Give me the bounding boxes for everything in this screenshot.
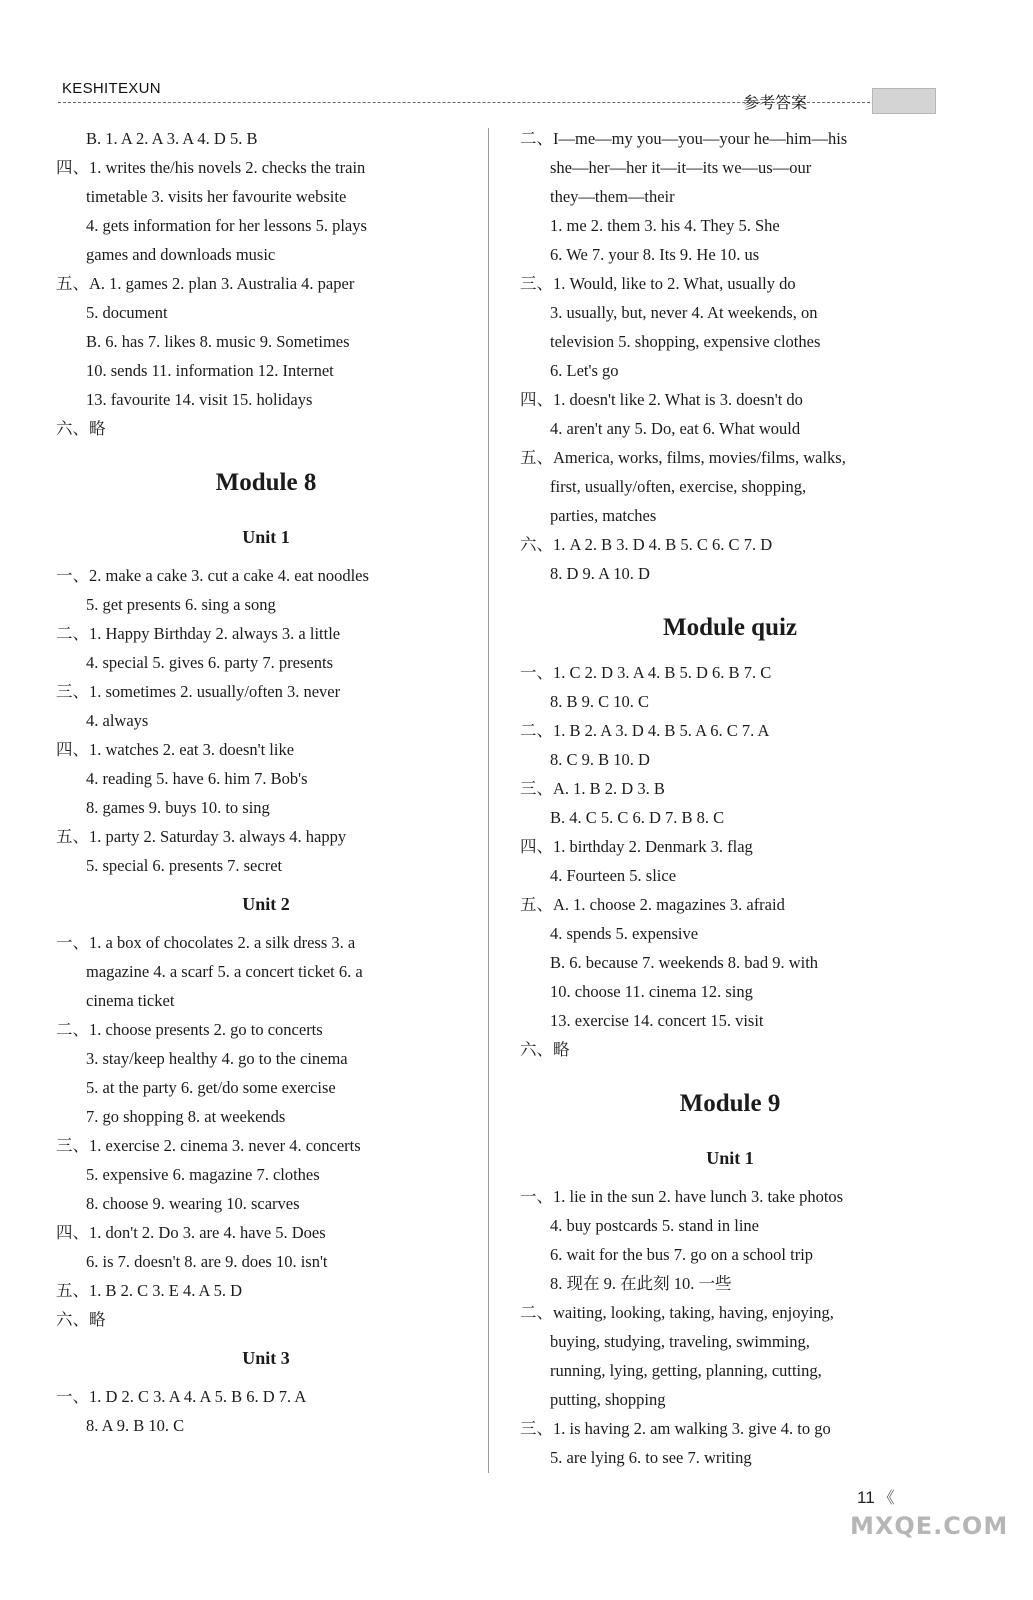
chevron-icon: 《 — [878, 1490, 895, 1507]
answer-line: 5. are lying 6. to see 7. writing — [550, 1448, 752, 1467]
answer-line: 5. document — [86, 303, 168, 322]
unit-heading: Unit 1 — [242, 527, 290, 547]
answer-line: timetable 3. visits her favourite website — [86, 187, 347, 206]
answer-line: 6. is 7. doesn't 8. are 9. does 10. isn't — [86, 1252, 328, 1271]
answer-line: magazine 4. a scarf 5. a concert ticket 6. a — [86, 962, 363, 981]
answer-line: 五、America, works, films, movies/films, walks, — [520, 448, 846, 467]
answer-line: television 5. shopping, expensive clothes — [550, 332, 821, 351]
header-decor-box — [872, 88, 936, 114]
answer-line: cinema ticket — [86, 991, 175, 1010]
answer-line: 四、1. don't 2. Do 3. are 4. have 5. Does — [56, 1223, 326, 1242]
answer-line: 4. gets information for her lessons 5. plays — [86, 216, 367, 235]
answer-line: 五、1. party 2. Saturday 3. always 4. happy — [56, 827, 347, 846]
page-number: 11 — [857, 1488, 875, 1507]
column-divider — [488, 128, 489, 1473]
module-heading: Module quiz — [662, 614, 798, 641]
module-heading: Module 8 — [215, 469, 317, 496]
brand-name: KESHITEXUN — [62, 80, 161, 97]
answer-line: 8. games 9. buys 10. to sing — [86, 798, 270, 817]
answer-line: they—them—their — [550, 187, 675, 206]
answer-line: B. 4. C 5. C 6. D 7. B 8. C — [550, 808, 725, 827]
answer-line: 一、2. make a cake 3. cut a cake 4. eat noodles — [56, 566, 369, 585]
answer-line: 4. always — [86, 711, 149, 730]
answer-line: 六、略 — [520, 1040, 570, 1059]
unit-heading: Unit 2 — [242, 894, 290, 914]
answer-line: B. 1. A 2. A 3. A 4. D 5. B — [86, 129, 258, 148]
answer-line: 二、1. choose presents 2. go to concerts — [56, 1020, 323, 1039]
answer-line: buying, studying, traveling, swimming, — [550, 1332, 810, 1351]
answer-line: 6. wait for the bus 7. go on a school trip — [550, 1245, 814, 1264]
right-column — [520, 124, 940, 1472]
answer-line: 二、1. Happy Birthday 2. always 3. a little — [56, 624, 341, 643]
page-header — [58, 78, 934, 114]
answer-line: 四、1. doesn't like 2. What is 3. doesn't do — [520, 390, 803, 409]
answer-line: 4. spends 5. expensive — [550, 924, 699, 943]
answer-line: 一、1. D 2. C 3. A 4. A 5. B 6. D 7. A — [56, 1387, 307, 1406]
answer-line: 六、略 — [56, 419, 106, 438]
answer-line: 五、A. 1. games 2. plan 3. Australia 4. paper — [56, 274, 355, 293]
answer-line: 三、1. sometimes 2. usually/often 3. never — [56, 682, 341, 701]
answer-line: 五、A. 1. choose 2. magazines 3. afraid — [520, 895, 785, 914]
answer-line: 3. stay/keep healthy 4. go to the cinema — [86, 1049, 348, 1068]
answer-line: 4. reading 5. have 6. him 7. Bob's — [86, 769, 308, 788]
answer-line: 四、1. writes the/his novels 2. checks the train — [56, 158, 366, 177]
answer-line: 5. get presents 6. sing a song — [86, 595, 276, 614]
answer-line: 7. go shopping 8. at weekends — [86, 1107, 286, 1126]
answer-line: parties, matches — [550, 506, 657, 525]
answer-line: 三、1. is having 2. am walking 3. give 4. to go — [520, 1419, 831, 1438]
answer-line: 6. We 7. your 8. Its 9. He 10. us — [550, 245, 760, 264]
answer-line: 4. aren't any 5. Do, eat 6. What would — [550, 419, 801, 438]
answer-line: 3. usually, but, never 4. At weekends, on — [550, 303, 818, 322]
answer-line: B. 6. because 7. weekends 8. bad 9. with — [550, 953, 819, 972]
answer-key-label: 参考答案 — [743, 93, 808, 112]
unit-heading: Unit 3 — [242, 1348, 290, 1368]
module-heading: Module 9 — [679, 1090, 781, 1117]
answer-line: she—her—her it—it—its we—us—our — [550, 158, 812, 177]
answer-line: putting, shopping — [550, 1390, 666, 1409]
answer-line: 六、略 — [56, 1310, 106, 1329]
answer-line: first, usually/often, exercise, shopping, — [550, 477, 807, 496]
page-number-area — [857, 1485, 895, 1508]
answer-line: 8. B 9. C 10. C — [550, 692, 650, 711]
answer-line: running, lying, getting, planning, cutting, — [550, 1361, 822, 1380]
answer-line: 5. expensive 6. magazine 7. clothes — [86, 1165, 320, 1184]
answer-line: 三、1. exercise 2. cinema 3. never 4. concerts — [56, 1136, 361, 1155]
answer-line: 10. sends 11. information 12. Internet — [86, 361, 334, 380]
answer-line: 6. Let's go — [550, 361, 619, 380]
answer-line: 二、waiting, looking, taking, having, enjoying, — [520, 1303, 834, 1322]
answer-line: 13. favourite 14. visit 15. holidays — [86, 390, 313, 409]
answer-line: 4. buy postcards 5. stand in line — [550, 1216, 759, 1235]
answer-line: 4. special 5. gives 6. party 7. presents — [86, 653, 333, 672]
answer-line: 一、1. lie in the sun 2. have lunch 3. take photos — [520, 1187, 844, 1206]
answer-line: 8. D 9. A 10. D — [550, 564, 650, 583]
answer-line: 四、1. birthday 2. Denmark 3. flag — [520, 837, 753, 856]
answer-line: 四、1. watches 2. eat 3. doesn't like — [56, 740, 295, 759]
answer-line: games and downloads music — [86, 245, 276, 264]
answer-line: 二、I—me—my you—you—your he—him—his — [520, 129, 848, 148]
answer-line: 1. me 2. them 3. his 4. They 5. She — [550, 216, 780, 235]
watermark: MXQE.COM — [850, 1512, 1009, 1540]
answer-line: B. 6. has 7. likes 8. music 9. Sometimes — [86, 332, 350, 351]
left-column — [56, 124, 476, 1440]
answer-line: 8. choose 9. wearing 10. scarves — [86, 1194, 300, 1213]
answer-line: 五、1. B 2. C 3. E 4. A 5. D — [56, 1281, 243, 1300]
unit-heading: Unit 1 — [706, 1148, 754, 1168]
answer-line: 8. 现在 9. 在此刻 10. 一些 — [550, 1274, 732, 1293]
answer-line: 六、1. A 2. B 3. D 4. B 5. C 6. C 7. D — [520, 535, 773, 554]
answer-line: 10. choose 11. cinema 12. sing — [550, 982, 753, 1001]
answer-line: 13. exercise 14. concert 15. visit — [550, 1011, 764, 1030]
answer-line: 二、1. B 2. A 3. D 4. B 5. A 6. C 7. A — [520, 721, 770, 740]
answer-line: 一、1. a box of chocolates 2. a silk dress 3. a — [56, 933, 356, 952]
answer-line: 三、A. 1. B 2. D 3. B — [520, 779, 665, 798]
answer-line: 8. A 9. B 10. C — [86, 1416, 185, 1435]
answer-line: 5. at the party 6. get/do some exercise — [86, 1078, 336, 1097]
answer-line: 5. special 6. presents 7. secret — [86, 856, 283, 875]
answer-line: 8. C 9. B 10. D — [550, 750, 650, 769]
answer-line: 三、1. Would, like to 2. What, usually do — [520, 274, 796, 293]
answer-line: 一、1. C 2. D 3. A 4. B 5. D 6. B 7. C — [520, 663, 772, 682]
answer-line: 4. Fourteen 5. slice — [550, 866, 677, 885]
